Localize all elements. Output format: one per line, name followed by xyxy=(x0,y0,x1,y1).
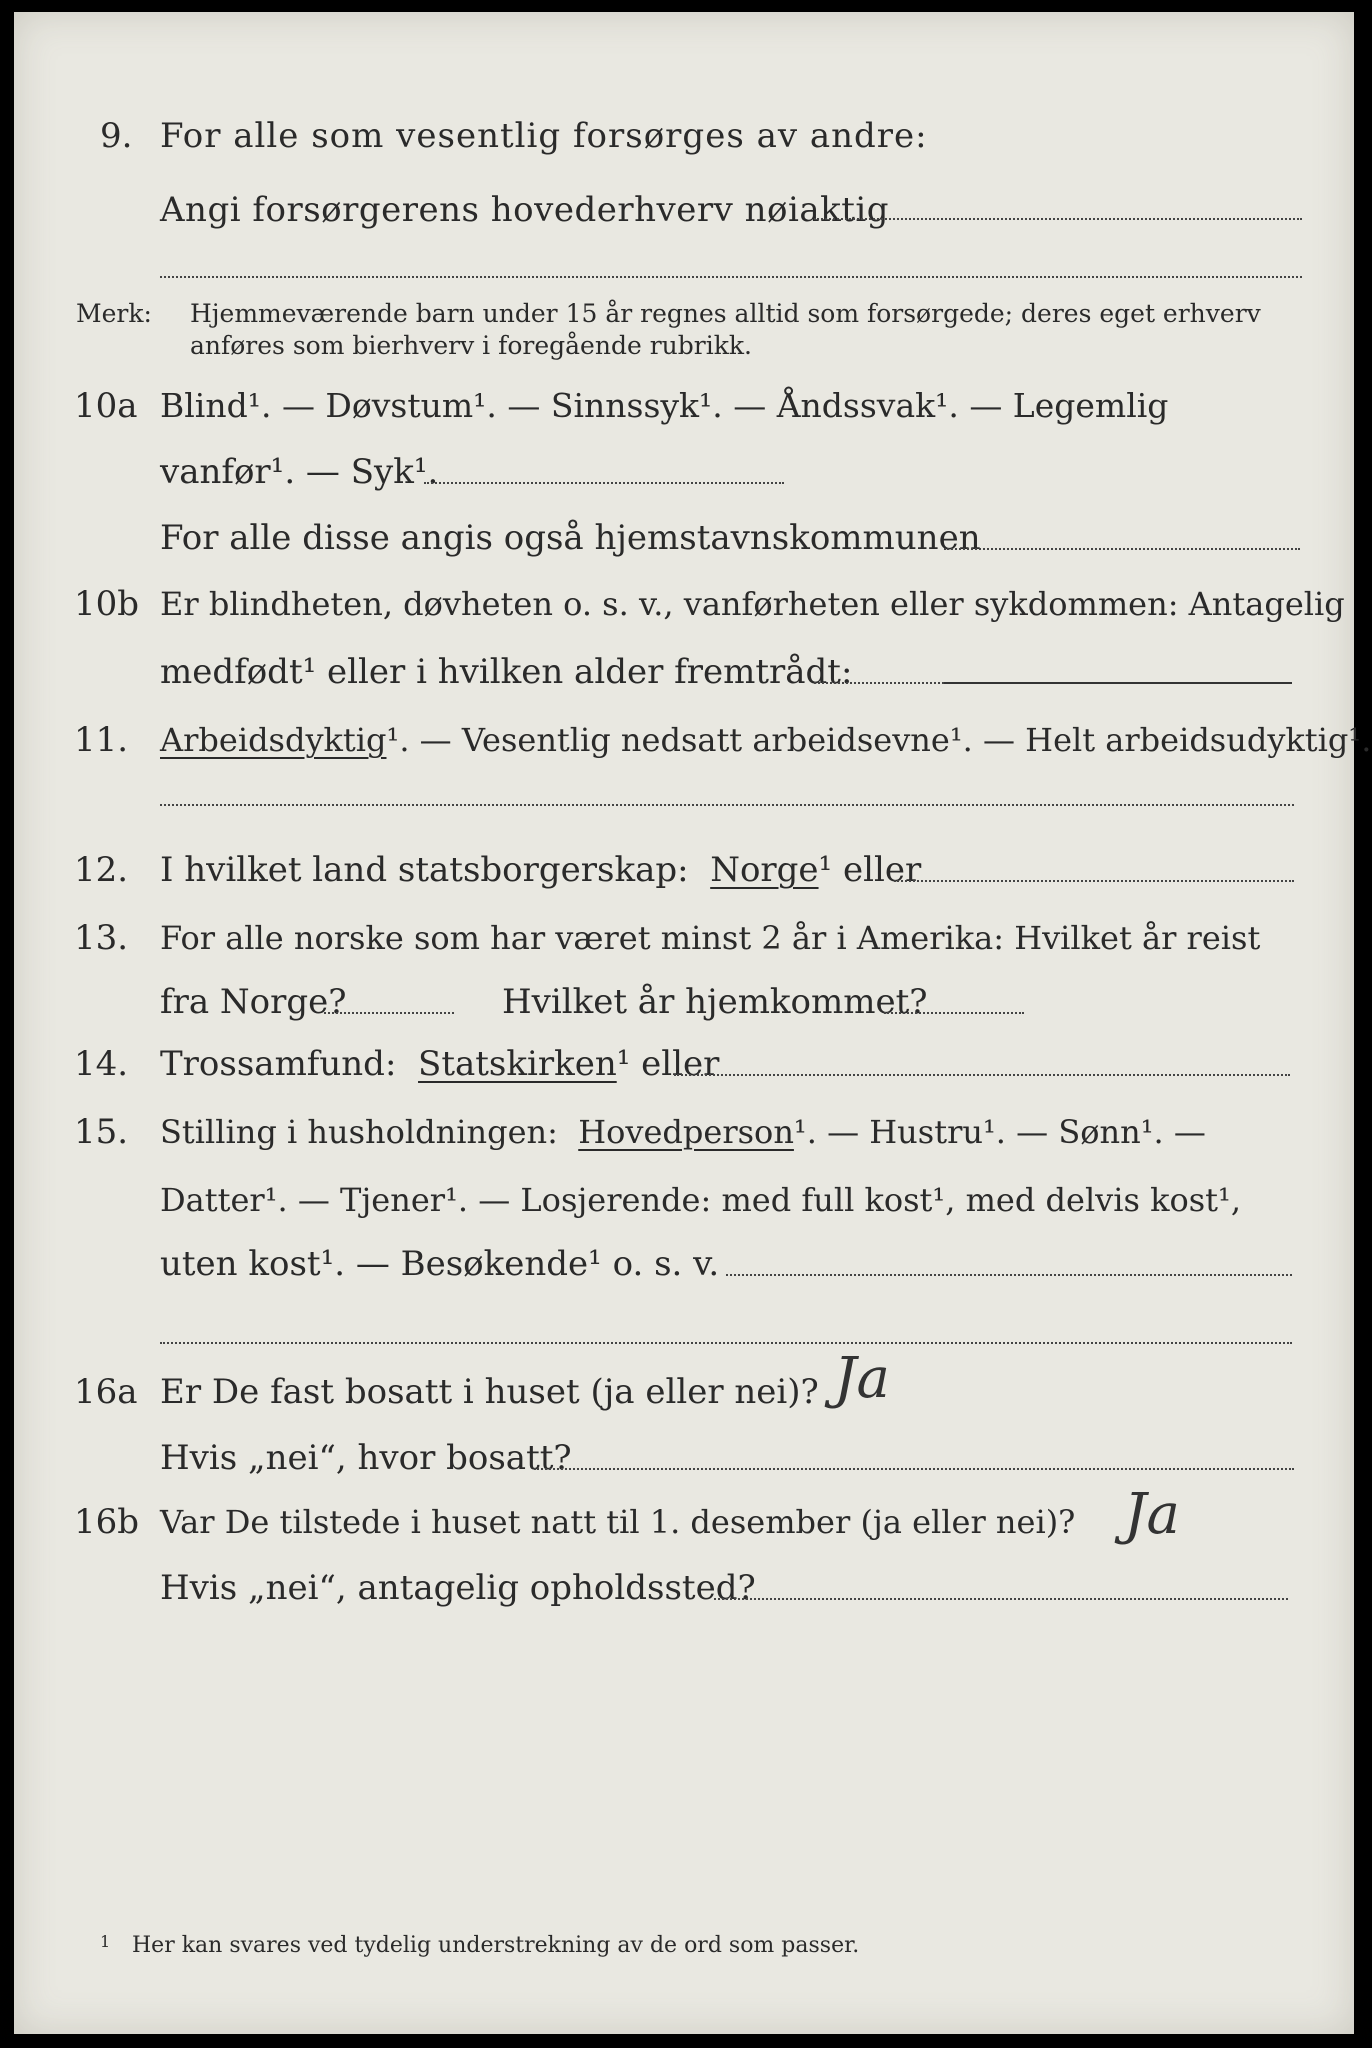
q11-field[interactable] xyxy=(160,804,1294,806)
q11-underlined-answer: Arbeidsdyktig xyxy=(160,721,387,759)
q14-post: ¹ eller xyxy=(616,1044,720,1084)
q14-line xyxy=(160,1044,719,1084)
q9-answer-field-2[interactable] xyxy=(160,276,1302,278)
q16b-line1: Var De tilstede i huset natt til 1. desember (ja eller nei)? xyxy=(160,1503,1076,1541)
q15-underlined-answer: Hovedperson xyxy=(578,1113,794,1151)
q10a-syk-field[interactable] xyxy=(424,482,784,484)
q16a-handwritten-answer: Ja xyxy=(834,1346,890,1411)
q15-number: 15. xyxy=(74,1112,129,1152)
q10b-field-line[interactable] xyxy=(944,682,1292,684)
q16a-line1: Er De fast bosatt i huset (ja eller nei)? xyxy=(160,1372,819,1412)
q13-line1: For alle norske som har været minst 2 år i Amerika: Hvilket år reist xyxy=(160,919,1261,957)
q10b-line2: medfødt¹ eller i hvilken alder fremtrådt: xyxy=(160,652,853,692)
q16a-line2: Hvis „nei“, hvor bosatt? xyxy=(160,1438,572,1478)
q10b-field[interactable] xyxy=(814,682,944,684)
merk-line2: anføres som bierhverv i foregående rubrikk. xyxy=(190,331,752,360)
q13-number: 13. xyxy=(74,918,129,958)
census-form-page xyxy=(14,12,1372,2034)
q11-line xyxy=(160,720,1371,760)
q9-answer-field[interactable] xyxy=(814,218,1302,220)
footnote-mark: 1 xyxy=(100,1932,111,1951)
q11-rest: ¹. — Vesentlig nedsatt arbeidsevne¹. — Helt arbeidsudyktig¹. xyxy=(386,721,1372,759)
q10a-number: 10a xyxy=(74,386,138,426)
q9-line1: For alle som vesentlig forsørges av andre: xyxy=(160,116,928,156)
q16b-handwritten-answer: Ja xyxy=(1124,1482,1180,1547)
q15-field[interactable] xyxy=(726,1274,1292,1276)
q14-number: 14. xyxy=(74,1044,129,1084)
q12-line xyxy=(160,850,921,890)
q13-reist-field[interactable] xyxy=(324,1012,454,1014)
q15-pre: Stilling i husholdningen: xyxy=(160,1113,558,1151)
q12-field[interactable] xyxy=(894,880,1294,882)
q16a-number: 16a xyxy=(74,1372,138,1412)
footnote-text: Her kan svares ved tydelig understrekning av de ord som passer. xyxy=(132,1933,860,1958)
q16a-bosatt-field[interactable] xyxy=(534,1468,1294,1470)
q15-line2: Datter¹. — Tjener¹. — Losjerende: med full kost¹, med delvis kost¹, xyxy=(160,1181,1242,1219)
q10a-line2: vanfør¹. — Syk¹. xyxy=(160,452,439,492)
q10a-line1: Blind¹. — Døvstum¹. — Sinnssyk¹. — Åndssvak¹. — Legemlig xyxy=(160,386,1169,425)
q10b-number: 10b xyxy=(74,584,140,624)
q13-line2b: Hvilket år hjemkommet? xyxy=(502,982,928,1022)
q15-post: ¹. — Hustru¹. — Sønn¹. — xyxy=(793,1113,1206,1151)
q15-line3: uten kost¹. — Besøkende¹ o. s. v. xyxy=(160,1244,720,1284)
q14-underlined-answer: Statskirken xyxy=(418,1044,617,1084)
q10a-line3: For alle disse angis også hjemstavnskommunen xyxy=(160,518,981,558)
merk-line1: Hjemmeværende barn under 15 år regnes alltid som forsørgede; deres eget erhverv xyxy=(190,299,1261,328)
q12-number: 12. xyxy=(74,850,129,890)
q13-line2a: fra Norge? xyxy=(160,982,347,1022)
q16b-number: 16b xyxy=(74,1502,140,1542)
q11-number: 11. xyxy=(74,720,129,760)
q10b-line1: Er blindheten, døvheten o. s. v., vanførheten eller sykdommen: Antagelig xyxy=(160,585,1345,623)
q12-pre: I hvilket land statsborgerskap: xyxy=(160,850,689,890)
q15-field-2[interactable] xyxy=(160,1342,1292,1344)
q14-pre: Trossamfund: xyxy=(160,1044,397,1084)
q16b-opholdssted-field[interactable] xyxy=(714,1598,1288,1600)
q9-number: 9. xyxy=(100,116,133,156)
q12-post: ¹ eller xyxy=(818,850,922,890)
q14-field[interactable] xyxy=(674,1074,1290,1076)
q16b-line2: Hvis „nei“, antagelig opholdssted? xyxy=(160,1568,756,1608)
merk-label: Merk: xyxy=(76,299,152,328)
q12-underlined-answer: Norge xyxy=(710,850,819,890)
q15-line1 xyxy=(160,1112,1206,1152)
q9-line2: Angi forsørgerens hovederhverv nøiaktig xyxy=(160,190,890,230)
q13-hjemkommet-field[interactable] xyxy=(884,1012,1024,1014)
q10a-hjemstavn-field[interactable] xyxy=(944,548,1300,550)
